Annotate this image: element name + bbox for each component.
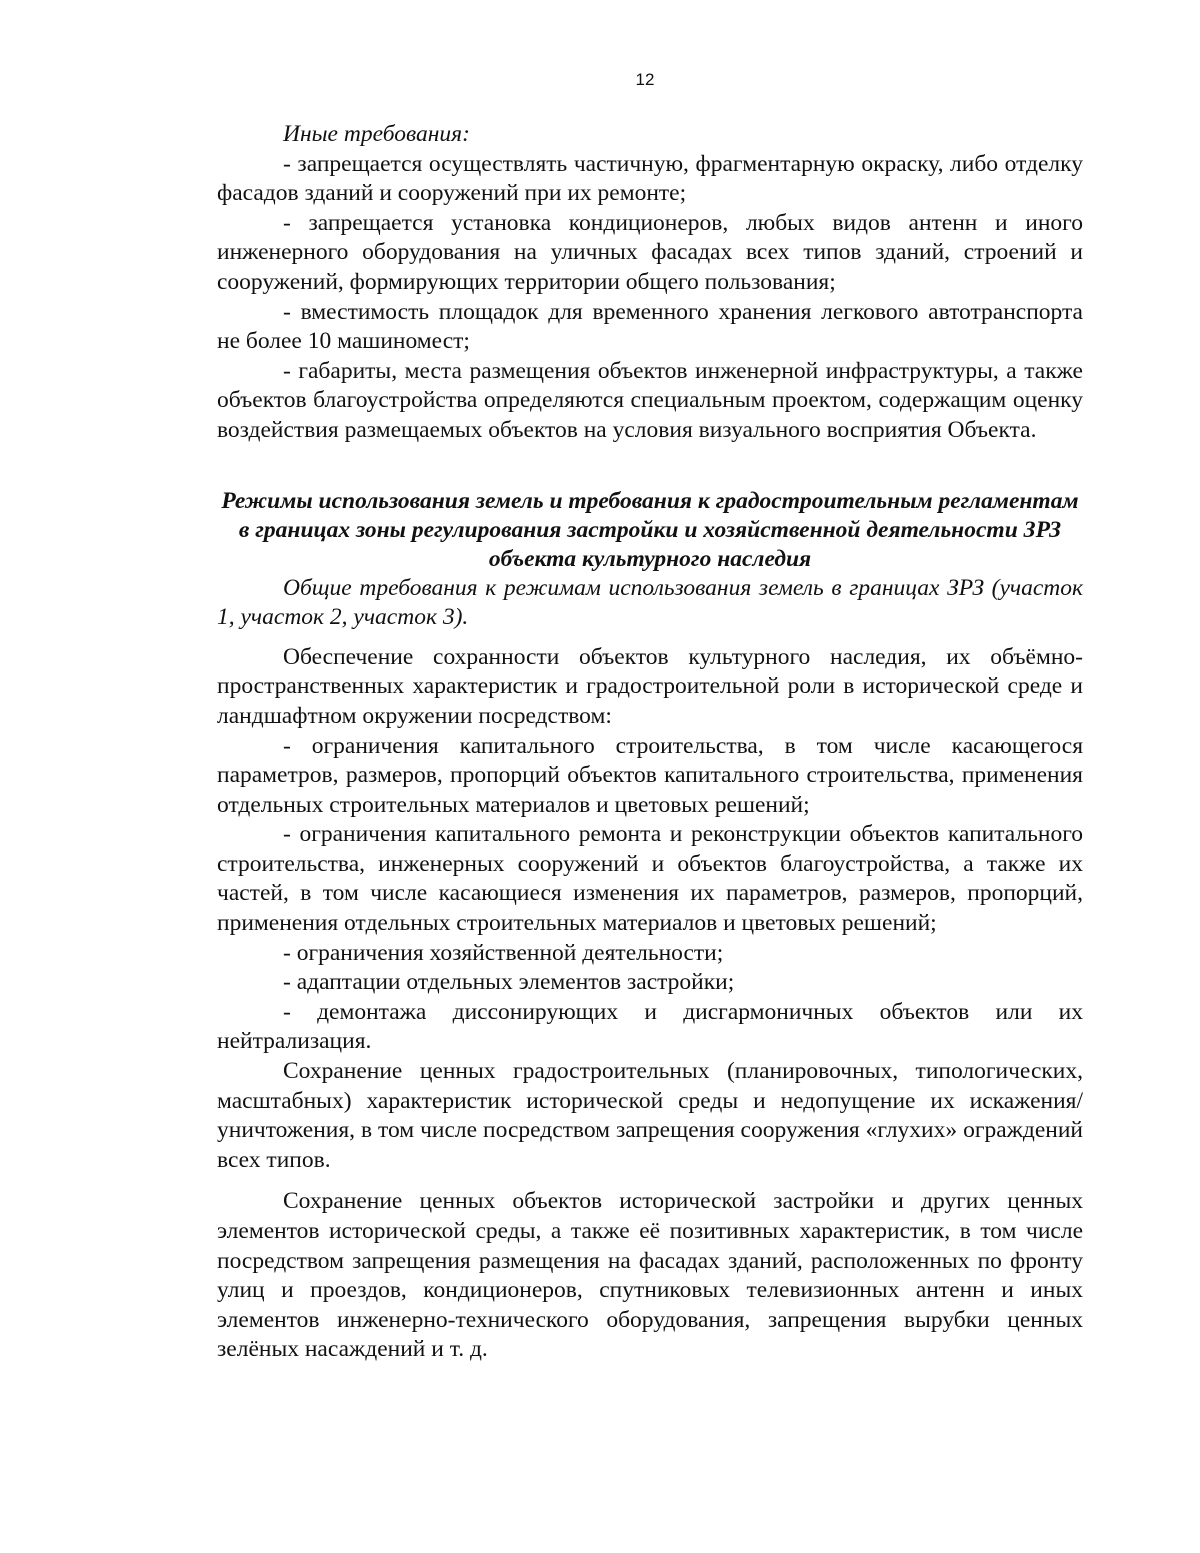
other-requirements-title: Иные требования: xyxy=(283,121,470,147)
body-item: - ограничения хозяйственной деятельности; xyxy=(283,939,724,966)
body-item: - демонтажа диссонирующих и дисгармоничных объектов или их нейтрализация. xyxy=(217,998,1083,1055)
requirement-item: - запрещается осуществлять частичную, фрагментарную окраску, либо отделку фасадов зданий и сооружений при их ремонте; xyxy=(217,150,1083,207)
body-intro: Обеспечение сохранности объектов культурного наследия, их объёмно-пространственных характеристик и градостроительной роли в исторической среде и ландшафтном окружении посредством: xyxy=(217,643,1083,729)
section-heading: Режимы использования земель и требования к градостроительным регламентам в границах зоны регулирования застройки и хозяйственной деятельности ЗРЗ объекта культурного наследия xyxy=(221,487,1079,572)
body-item: - адаптации отдельных элементов застройки; xyxy=(283,969,735,996)
requirement-item: - запрещается установка кондиционеров, любых видов антенн и иного инженерного оборудования на уличных фасадах всех типов зданий, строений и сооружений, формирующих территории общего пользования; xyxy=(217,209,1083,295)
preservation-paragraph: Сохранение ценных объектов исторической застройки и других ценных элементов исторической среды, а также её позитивных характеристик, в том числе посредством запрещения размещения на фасадах зданий, расположенных по фронту улиц и проездов, кондиционеров, спутниковых телевизионных антенн и иных элементов инженерно-технического оборудования, запрещения вырубки ценных зелёных насаждений и т. д. xyxy=(217,1188,1083,1363)
document-body xyxy=(217,120,1083,1365)
page-number: 12 xyxy=(635,70,655,89)
body-item: - ограничения капитального ремонта и реконструкции объектов капитального строительства, инженерных сооружений и объектов благоустройства, а также их частей, в том числе касающиеся изменения их параметров, размеров, пропорций, применения отдельных строительных материалов и цветовых решений; xyxy=(217,821,1083,937)
requirement-item: - габариты, места размещения объектов инженерной инфраструктуры, а также объектов благоустройства определяются специальным проектом, содержащим оценку воздействия размещаемых объектов на условия визуального восприятия Объекта. xyxy=(217,357,1083,443)
requirement-item: - вместимость площадок для временного хранения легкового автотранспорта не более 10 машиномест; xyxy=(217,298,1083,355)
body-item: - ограничения капитального строительства, в том числе касающегося параметров, размеров, пропорций объектов капитального строительства, применения отдельных строительных материалов и цветовых решений; xyxy=(217,732,1083,818)
preservation-paragraph: Сохранение ценных градостроительных (планировочных, типологических, масштабных) характеристик исторической среды и недопущение их искажения/уничтожения, в том числе посредством запрещения сооружения «глухих» ограждений всех типов. xyxy=(217,1058,1083,1173)
general-requirements-title: Общие требования к режимам использования земель в границах ЗРЗ (участок 1, участок 2, участок 3). xyxy=(217,574,1083,631)
